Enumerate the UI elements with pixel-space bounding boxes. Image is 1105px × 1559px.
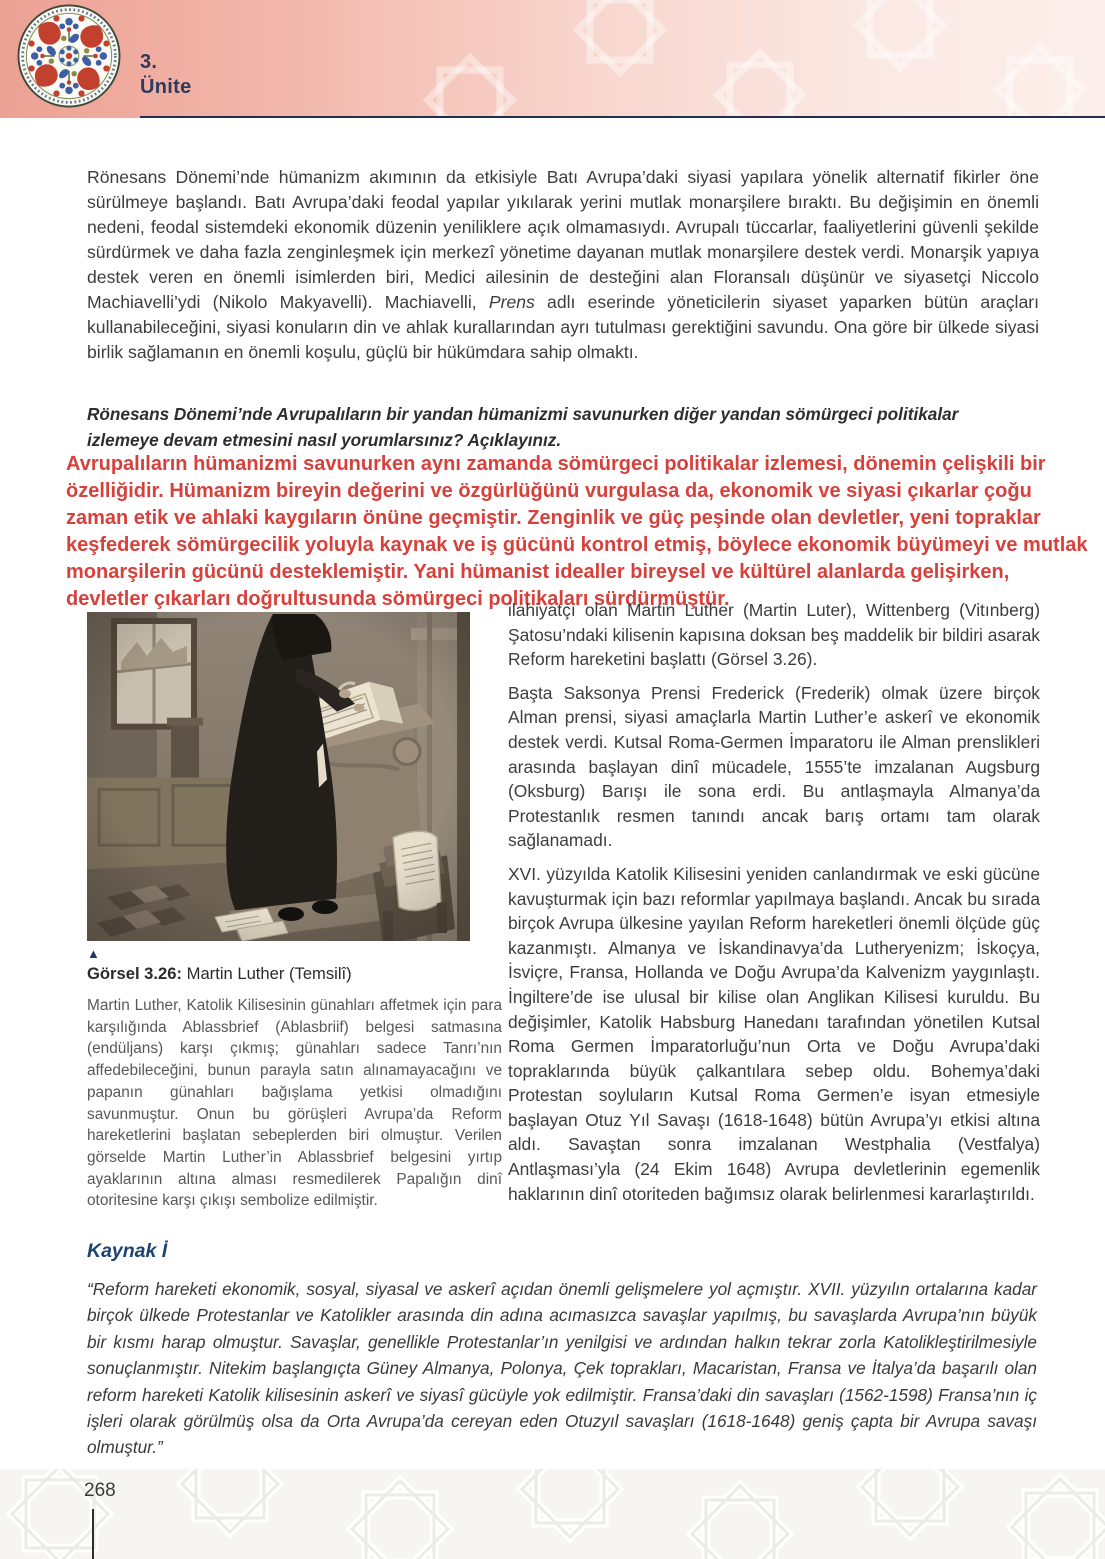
- book-title-prens: Prens: [488, 291, 535, 312]
- unit-label: Ünite: [140, 76, 192, 98]
- page-number: 268: [84, 1480, 116, 1501]
- right-column-paragraph: XVI. yüzyılda Katolik Kilisesini yeniden canlandırmak ve eski gücüne kavuşturmak için bazı reformlar yapılmaya başlandı. Ancak bu sırada birçok Avrupa ülkesine yayılan Reform hareketleri önemli ölçüde güç kazanmıştı. Almanya ve İskandinavya’da Lutheryenizm; İskoçya, İsviçre, Fransa, Hollanda ve Doğu Avrupa’da Kalvenizm yaygınlaştı. İngiltere’de ise ulusal bir kilise olan Anglikan Kilisesi kuruldu. Bu değişimler, Katolik Habsburg Hanedanı tarafından yönetilen Kutsal Roma Germen İmparatorluğu’nun Orta ve Doğu Avrupa’daki topraklarında büyük çalkantılara sebep oldu. Bohemya’daki Protestan soyluların Kutsal Roma Germen’e isyan etmesiyle başlayan Otuz Yıl Savaşı (1618-1648) bütün Avrupa’yı etkisi altına aldı. Savaştan sonra imzalanan Westphalia (Vestfalya) Antlaşması’yla (24 Ekim 1648) Avrupa devletlerinin egemenlik haklarının dinî otoriteden bağımsız olarak belirlenmesi kararlaştırıldı.: [508, 863, 1040, 1204]
- right-column-paragraph: ilahiyatçı olan Martin Luther (Martin Luter), Wittenberg (Vitınberg) Şatosu’ndaki kilisenin kapısına doksan beş maddelik bir bildiri asarak Reform hareketini başlattı (Görsel 3.26).: [508, 600, 1040, 670]
- unit-heading: [140, 50, 192, 100]
- figure-block: [87, 612, 505, 1227]
- header-divider-line: [140, 116, 1105, 118]
- page-header-band: [0, 0, 1105, 118]
- right-text-column: [508, 598, 1040, 1215]
- source-block: [87, 1240, 1037, 1499]
- intro-text-before-book: Rönesans Dönemi’nde hümanizm akımının da etkisiyle Batı Avrupa’daki siyasi yapılara yönelik alternatif fikirler öne sürülmeye başlandı. Batı Avrupa’daki feodal yapılar yıkılarak yerini mutlak monarşilere bıraktı. Bu değişimin en önemli nedeni, feodal sistemdeki ekonomik düzenin yeniliklere açık olmamasıydı. Avrupalı tüccarlar, faaliyetlerini güvenli şekilde sürdürmek ve daha fazla zenginleşmek için merkezî yönetime dayanan mutlak monarşilere destek verdi. Monarşik yapıya destek veren en önemli isimlerden biri, Medici ailesinin de desteğini alan Floransalı düşünür ve siyasetçi Niccolo Machiavelli’ydi (Nikolo Makyavelli). Machiavelli,: [87, 166, 1039, 312]
- right-column-paragraph: Başta Saksonya Prensi Frederick (Frederik) olmak üzere birçok Alman prensi, siyasi amaçlarla Martin Luther’e askerî ve ekonomik destek verdi. Kutsal Roma-Germen İmparatoru ile Alman prenslikleri arasında başlayan dinî mücadele, 1555’te imzalanan Augsburg (Oksburg) Barışı ile sona erdi. Bu antlaşmayla Almanya’da Protestanlık resmen tanındı ancak barış ortamı tam olarak sağlanamadı.: [508, 682, 1040, 851]
- figure-description: Martin Luther, Katolik Kilisesinin günahları affetmek için para karşılığında Ablassbrief (Ablasbriif) belgesi satmasına (endüljans) karşı çıkmış; günahları sadece Tanrı’nın affedebileceğini, bunun parayla satın alınamayacağını ve papanın günahları bağışlama yetkisi olmadığını savunmuştur. Onun bu görüşleri Avrupa’da Reform hareketlerini başlatan sebeplerden biri olmuştur. Verilen görselde Martin Luther’in Ablassbrief belgesini yırtıp ayaklarının altına alması resmedilerek Papalığın dinî otoritesine karşı çıkışı sembolize edilmiştir.: [87, 997, 502, 1210]
- figure-caption-marker: [87, 947, 505, 960]
- page-number-rule: [92, 1509, 94, 1559]
- martin-luther-illustration: [87, 612, 470, 941]
- figure-caption-title: Martin Luther (Temsilî): [182, 964, 352, 983]
- figure-caption-label: Görsel 3.26:: [87, 964, 183, 983]
- unit-number: 3.: [140, 51, 158, 73]
- source-heading: Kaynak İ: [87, 1240, 168, 1262]
- footer-geometric-pattern: [0, 1469, 1105, 1559]
- intro-paragraph: [87, 165, 1039, 365]
- student-answer-text: Avrupalıların hümanizmi savunurken aynı zamanda sömürgeci politikalar izlemesi, dönemin çelişkili bir özelliğidir. Hümanizm bireyin değerini ve özgürlüğünü vurgulasa da, ekonomik ve siyasi çıkarlar çoğu zaman etik ve ahlaki kaygıların önüne geçmiştir. Zenginlik ve güç peşinde olan devletler, yeni topraklar keşfederek sömürgecilik yoluyla kaynak ve iş gücünü kontrol etmiş, böylece ekonomik büyümeyi ve mutlak monarşilerin gücünü desteklemiştir. Yani hümanist idealler bireysel ve kültürel alanlarda gelişirken, devletler çıkarları doğrultusunda sömürgeci politikaları sürdürmüştür.: [66, 453, 1088, 610]
- iznik-tile-ornament: [17, 4, 121, 108]
- discussion-question: Rönesans Dönemi’nde Avrupalıların bir yandan hümanizmi savunurken diğer yandan sömürgeci politikalar izlemeye devam etmesini nasıl yorumlarsınız? Açıklayınız.: [87, 404, 959, 451]
- figure-caption: [87, 964, 505, 984]
- intro-text-after-book: adlı eserinde yöneticilerin siyaset yaparken bütün araçları kullanabileceğini, siyasi konuların din ve ahlak kurallarından ayrı tutulması gerektiğini savundu. Ona göre bir ülkede siyasi birlik sağlamanın en önemli koşulu, güçlü bir hükümdara sahip olmaktı.: [87, 291, 1039, 362]
- triangle-up-icon: ▲: [87, 946, 100, 961]
- source-quote: “Reform hareketi ekonomik, sosyal, siyasal ve askerî açıdan önemli gelişmelere yol açmıştır. XVII. yüzyılın ortalarına kadar birçok ülkede Protestanlar ve Katolikler arasında din adına acımasızca savaşlar yapılmış, bu savaşlarda Avrupa’nın büyük bir kısmı harap olmuştur. Savaşlar, genellikle Protestanlar’ın yenilgisi ve ardından halkın tekrar zorla Katolikleştirilmesiyle sonuçlanmıştır. Nitekim başlangıçta Güney Almanya, Polonya, Çek toprakları, Macaristan, Fransa ve İtalya’da başarılı olan reform hareketi Katolik kilisesinin askerî ve siyasî gücüyle yok edilmiştir. Fransa’daki din savaşları (1562-1598) Fransa’nın iç işleri olarak görülmüş olsa da Orta Avrupa’da cereyan eden Otuzyıl savaşları (1618-1648) geniş çapta bir Avrupa savaşı olmuştur.”: [87, 1279, 1037, 1458]
